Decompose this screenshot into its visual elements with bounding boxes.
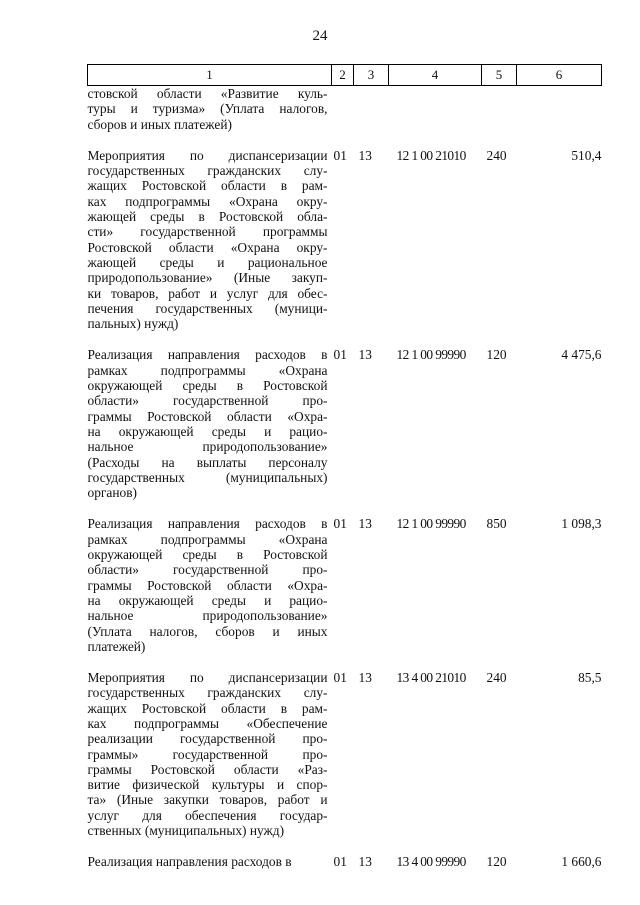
table-row [88, 148, 602, 332]
subsection-code-cell: 13 [358, 147, 372, 163]
description-line: рамках подпрограммы «Охрана [87, 362, 328, 378]
row-spacer-cell [88, 132, 602, 148]
description-line: платежей) [87, 638, 146, 654]
table-row [88, 516, 602, 654]
description-line: граммы Ростовской области «Охра- [87, 408, 328, 424]
expense-type-cell: 240 [486, 147, 507, 163]
description-line: жающей среды и рациональное [87, 254, 328, 270]
row-spacer-cell [88, 331, 602, 347]
description-line: органов) [87, 485, 137, 501]
description-line: Реализация направления расходов в [87, 347, 328, 363]
description-line: на окружающей среды и рацио- [87, 423, 328, 439]
description-line: реализации государственной про- [87, 731, 328, 747]
description-line: окружающей среды в Ростовской [87, 547, 328, 563]
description-line: природопользование» (Иные закуп- [87, 270, 328, 286]
section-code-cell: 01 [333, 347, 347, 363]
column-header-4: 4 [389, 65, 482, 86]
description-line: ках подпрограммы «Охрана окру- [87, 193, 328, 209]
expense-description-cell [88, 347, 332, 500]
description-line: туры и туризма» (Уплата налогов, [87, 101, 328, 117]
description-line: витие физической культуры и спор- [87, 777, 328, 793]
amount-cell: 85,5 [578, 670, 602, 686]
expense-description-cell [88, 670, 332, 838]
subsection-code-cell: 13 [358, 516, 372, 532]
budget-table [87, 64, 602, 870]
amount-cell: 1 660,6 [561, 854, 602, 870]
column-header-6: 6 [517, 65, 602, 86]
column-header-3: 3 [354, 65, 389, 86]
description-line: пальных) нужд) [87, 316, 179, 332]
description-line: окружающей среды в Ростовской [87, 378, 328, 394]
description-line: области» государственной про- [87, 562, 328, 578]
description-line: сборов и иных платежей) [87, 116, 232, 132]
subsection-code-cell: 13 [358, 347, 372, 363]
description-line: та» (Иные закупки товаров, работ и [87, 792, 328, 808]
amount-cell: 510,4 [571, 147, 602, 163]
description-line: Ростовской области «Охрана окру- [87, 239, 328, 255]
description-line: ки товаров, работ и услуг для обес- [87, 285, 328, 301]
expense-type-cell: 240 [486, 670, 507, 686]
description-line: (Расходы на выплаты персоналу [87, 454, 328, 470]
amount-cell [517, 86, 602, 132]
section-code-cell: 01 [333, 670, 347, 686]
description-line: ственных (муниципальных) нужд) [87, 823, 285, 839]
target-article-cell: 12 1 00 99990 [396, 347, 466, 363]
description-line: сти» государственной программы [87, 224, 328, 240]
description-line: рамках подпрограммы «Охрана [87, 531, 328, 547]
description-line: Мероприятия по диспансеризации [87, 147, 328, 163]
description-line: стовской области «Развитие куль- [87, 86, 328, 101]
column-header-1: 1 [88, 65, 332, 86]
column-header-2: 2 [332, 65, 354, 86]
page-number: 24 [312, 28, 328, 44]
description-line: жащих Ростовской области в рам- [87, 178, 328, 194]
row-spacer-cell [88, 500, 602, 516]
row-spacer-cell [88, 838, 602, 854]
target-article-cell [389, 86, 482, 132]
section-code-cell: 01 [333, 147, 347, 163]
description-line: нальное природопользование» [87, 439, 328, 455]
expense-description-cell [88, 854, 332, 869]
row-spacer [88, 654, 602, 670]
expense-type-cell: 850 [486, 516, 507, 532]
description-line: государственных гражданских слу- [87, 163, 328, 179]
row-spacer [88, 500, 602, 516]
description-line: (Уплата налогов, сборов и иных [87, 623, 328, 639]
amount-cell: 4 475,6 [561, 347, 602, 363]
expense-type-cell: 120 [486, 854, 507, 870]
subsection-code-cell: 13 [358, 670, 372, 686]
row-spacer-cell [88, 654, 602, 670]
expense-description-cell [88, 148, 332, 332]
section-code-cell: 01 [333, 854, 347, 870]
description-line: Мероприятия по диспансеризации [87, 670, 328, 686]
table-row [88, 670, 602, 838]
expense-type-cell [482, 86, 517, 132]
description-line: области» государственной про- [87, 393, 328, 409]
description-line: ках подпрограммы «Обеспечение [87, 715, 328, 731]
expense-description-cell [88, 86, 332, 132]
description-line: Реализация направления расходов в [87, 516, 328, 532]
row-spacer [88, 838, 602, 854]
description-line: Реализация направления расходов в [87, 854, 292, 870]
target-article-cell: 12 1 00 99990 [396, 516, 466, 532]
description-line: жающей среды в Ростовской обла- [87, 209, 328, 225]
description-line: на окружающей среды и рацио- [87, 592, 328, 608]
target-article-cell: 12 1 00 21010 [396, 147, 466, 163]
expense-description-cell [88, 516, 332, 654]
description-line: государственных (муниципальных) [87, 469, 328, 485]
subsection-code-cell [354, 86, 389, 132]
column-header-5: 5 [482, 65, 517, 86]
row-spacer [88, 132, 602, 148]
table-header-row [88, 65, 602, 86]
table-body [88, 86, 602, 870]
description-line: печения государственных (муници- [87, 300, 328, 316]
description-line: граммы» государственной про- [87, 746, 328, 762]
amount-cell: 1 098,3 [561, 516, 602, 532]
row-spacer [88, 331, 602, 347]
subsection-code-cell: 13 [358, 854, 372, 870]
table-row [88, 86, 602, 132]
table-row [88, 854, 602, 869]
description-line: жащих Ростовской области в рам- [87, 700, 328, 716]
expense-type-cell: 120 [486, 347, 507, 363]
description-line: услуг для обеспечения государ- [87, 807, 328, 823]
section-code-cell [332, 86, 354, 132]
description-line: государственных гражданских слу- [87, 685, 328, 701]
section-code-cell: 01 [333, 516, 347, 532]
table-row [88, 347, 602, 500]
target-article-cell: 13 4 00 99990 [396, 854, 466, 870]
description-line: граммы Ростовской области «Раз- [87, 761, 328, 777]
target-article-cell: 13 4 00 21010 [396, 670, 466, 686]
description-line: нальное природопользование» [87, 608, 328, 624]
description-line: граммы Ростовской области «Охра- [87, 577, 328, 593]
